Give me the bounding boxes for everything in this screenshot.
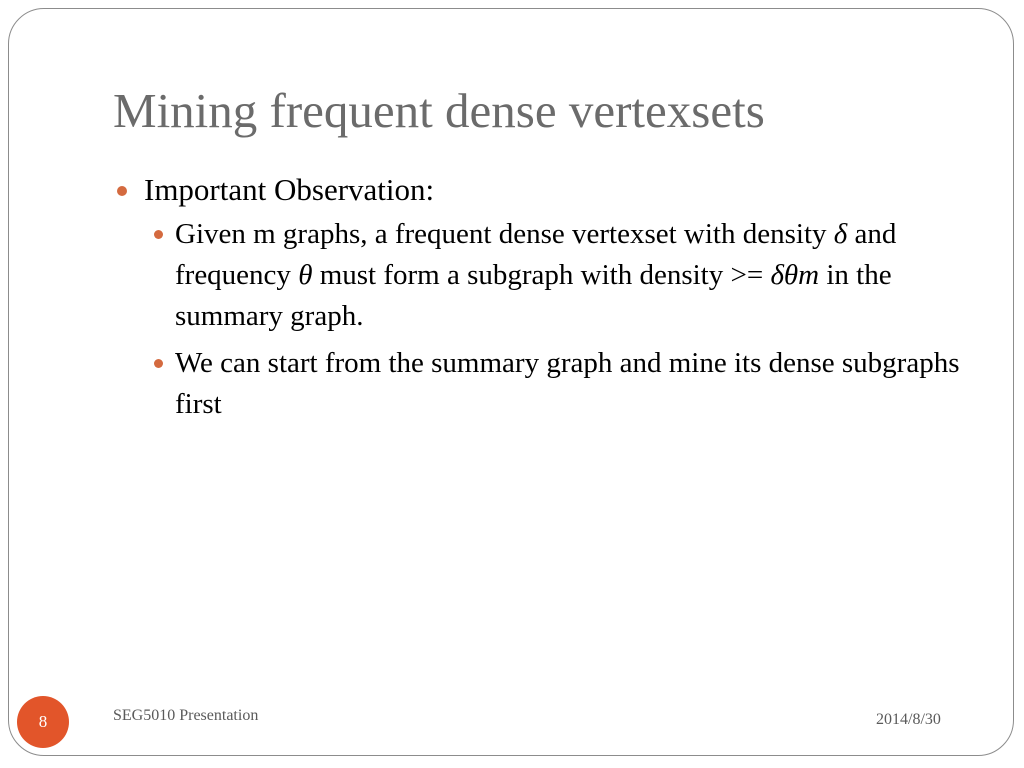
slide-number: 8 [38,712,48,731]
delta-theta-m-expression: δθm [770,259,820,291]
sub-bullet-text [175,218,896,332]
text-run: in the summary graph. [175,259,892,332]
slide-number-badge [17,696,69,748]
text-run: must form a subgraph with density >= [312,259,771,291]
text-run: Given m graphs, a frequent dense vertexset with density [175,218,834,250]
bullet-item [113,170,973,210]
bullet-dot-icon [154,230,163,239]
sub-bullet-item [144,343,973,425]
footer-presentation-title: SEG5010 Presentation [113,707,259,724]
delta-symbol: δ [833,218,848,250]
slide-title: Mining frequent dense vertexsets [113,83,765,138]
bullet-list [113,170,973,431]
text-run: and frequency [175,218,897,291]
theta-symbol: θ [298,259,313,291]
bullet-dot-icon [154,359,163,368]
footer-date: 2014/8/30 [876,711,941,728]
bullet-dot-icon [117,186,127,196]
bullet-text: Important Observation: [144,172,435,207]
sub-bullet-item [144,214,973,337]
sub-bullet-text: We can start from the summary graph and mine its dense subgraphs first [175,347,960,420]
